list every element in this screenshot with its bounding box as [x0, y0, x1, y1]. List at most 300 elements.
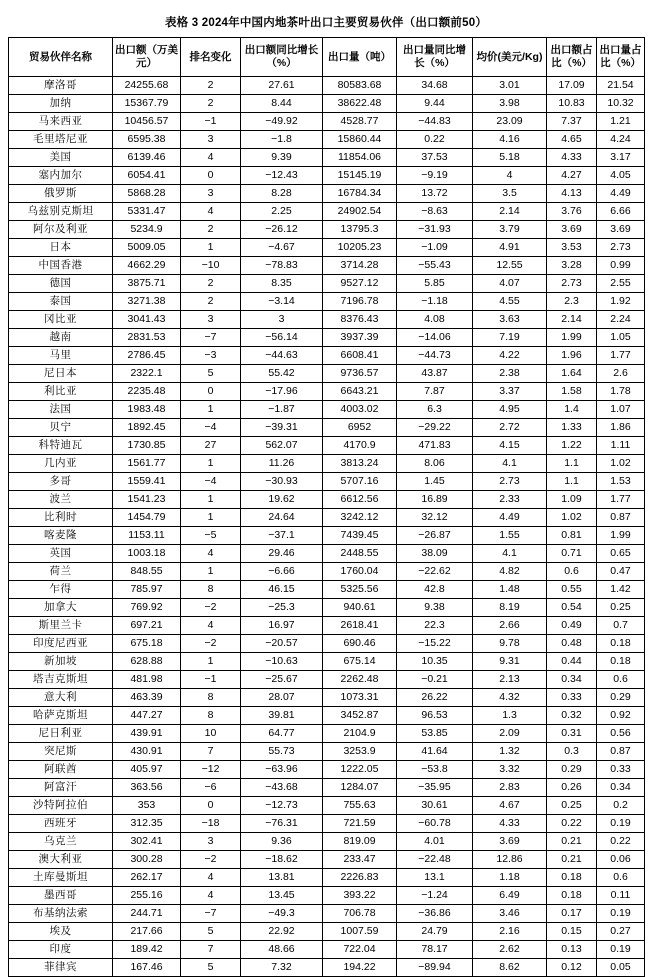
cell-partner-name: 乌克兰: [9, 833, 113, 851]
cell-volume-share: 0.34: [597, 779, 645, 797]
table-row: [9, 599, 645, 617]
cell-unit-price: 9.31: [473, 653, 547, 671]
cell-rank-change: 4: [181, 149, 241, 167]
cell-export-volume: 194.22: [323, 959, 397, 977]
cell-partner-name: 尼日利亚: [9, 725, 113, 743]
cell-rank-change: −4: [181, 473, 241, 491]
cell-export-value: 10456.57: [113, 113, 181, 131]
cell-export-value: 1892.45: [113, 419, 181, 437]
cell-value-share: 1.1: [547, 473, 597, 491]
cell-export-value: 430.91: [113, 743, 181, 761]
cell-unit-price: 6.49: [473, 887, 547, 905]
table-row: [9, 203, 645, 221]
cell-export-volume-growth: −36.86: [397, 905, 473, 923]
cell-partner-name: 新加坡: [9, 653, 113, 671]
table-row: [9, 851, 645, 869]
cell-volume-share: 1.77: [597, 347, 645, 365]
cell-export-volume: 1007.59: [323, 923, 397, 941]
table-row: [9, 221, 645, 239]
cell-export-volume: 16784.34: [323, 185, 397, 203]
cell-rank-change: 2: [181, 293, 241, 311]
cell-partner-name: 日本: [9, 239, 113, 257]
cell-value-share: 10.83: [547, 95, 597, 113]
cell-export-value: 5234.9: [113, 221, 181, 239]
cell-export-value-growth: 16.97: [241, 617, 323, 635]
cell-rank-change: −1: [181, 113, 241, 131]
cell-rank-change: −10: [181, 257, 241, 275]
cell-export-volume-growth: −60.78: [397, 815, 473, 833]
cell-unit-price: 2.13: [473, 671, 547, 689]
cell-value-share: 1.96: [547, 347, 597, 365]
cell-value-share: 3.28: [547, 257, 597, 275]
cell-export-value: 463.39: [113, 689, 181, 707]
cell-export-volume-growth: 4.01: [397, 833, 473, 851]
cell-export-value: 1730.85: [113, 437, 181, 455]
cell-export-volume-growth: 5.85: [397, 275, 473, 293]
cell-rank-change: 4: [181, 617, 241, 635]
cell-partner-name: 利比亚: [9, 383, 113, 401]
cell-export-volume: 7196.78: [323, 293, 397, 311]
table-row: [9, 725, 645, 743]
cell-export-volume-growth: 10.35: [397, 653, 473, 671]
cell-export-volume-growth: −14.06: [397, 329, 473, 347]
cell-value-share: 0.21: [547, 833, 597, 851]
cell-unit-price: 3.32: [473, 761, 547, 779]
cell-volume-share: 2.24: [597, 311, 645, 329]
table-row: [9, 257, 645, 275]
cell-volume-share: 0.33: [597, 761, 645, 779]
cell-export-volume-growth: 4.08: [397, 311, 473, 329]
cell-unit-price: 4.22: [473, 347, 547, 365]
cell-volume-share: 0.22: [597, 833, 645, 851]
cell-unit-price: 2.62: [473, 941, 547, 959]
cell-export-volume-growth: 42.8: [397, 581, 473, 599]
cell-export-volume: 233.47: [323, 851, 397, 869]
cell-value-share: 0.26: [547, 779, 597, 797]
cell-volume-share: 0.65: [597, 545, 645, 563]
cell-export-value: 439.91: [113, 725, 181, 743]
cell-export-volume-growth: 78.17: [397, 941, 473, 959]
cell-export-value-growth: 11.26: [241, 455, 323, 473]
cell-export-value-growth: 22.92: [241, 923, 323, 941]
cell-value-share: 0.49: [547, 617, 597, 635]
cell-volume-share: 4.24: [597, 131, 645, 149]
cell-export-value-growth: −26.12: [241, 221, 323, 239]
cell-value-share: 2.14: [547, 311, 597, 329]
cell-partner-name: 塔吉克斯坦: [9, 671, 113, 689]
cell-export-volume-growth: 26.22: [397, 689, 473, 707]
cell-unit-price: 2.33: [473, 491, 547, 509]
cell-export-value-growth: −25.3: [241, 599, 323, 617]
cell-export-value: 15367.79: [113, 95, 181, 113]
cell-value-share: 0.31: [547, 725, 597, 743]
cell-export-volume: 6612.56: [323, 491, 397, 509]
cell-export-value: 675.18: [113, 635, 181, 653]
cell-unit-price: 9.78: [473, 635, 547, 653]
cell-unit-price: 4.91: [473, 239, 547, 257]
cell-partner-name: 阿联酋: [9, 761, 113, 779]
cell-value-share: 0.3: [547, 743, 597, 761]
cell-partner-name: 沙特阿拉伯: [9, 797, 113, 815]
cell-rank-change: 3: [181, 131, 241, 149]
cell-export-value: 300.28: [113, 851, 181, 869]
cell-partner-name: 俄罗斯: [9, 185, 113, 203]
cell-partner-name: 喀麦隆: [9, 527, 113, 545]
cell-value-share: 0.18: [547, 869, 597, 887]
cell-rank-change: −1: [181, 671, 241, 689]
cell-export-volume-growth: 0.22: [397, 131, 473, 149]
cell-export-volume-growth: 8.06: [397, 455, 473, 473]
cell-rank-change: 1: [181, 509, 241, 527]
cell-unit-price: 4: [473, 167, 547, 185]
cell-volume-share: 1.53: [597, 473, 645, 491]
cell-value-share: 1.33: [547, 419, 597, 437]
table-row: [9, 743, 645, 761]
table-row: [9, 293, 645, 311]
cell-export-volume: 6608.41: [323, 347, 397, 365]
cell-value-share: 3.53: [547, 239, 597, 257]
cell-unit-price: 4.1: [473, 455, 547, 473]
cell-value-share: 0.21: [547, 851, 597, 869]
cell-export-volume-growth: 38.09: [397, 545, 473, 563]
cell-rank-change: 0: [181, 167, 241, 185]
cell-partner-name: 阿富汗: [9, 779, 113, 797]
column-header-partner-name: 贸易伙伴名称: [9, 38, 113, 77]
cell-export-volume: 1284.07: [323, 779, 397, 797]
cell-rank-change: −2: [181, 635, 241, 653]
cell-unit-price: 4.55: [473, 293, 547, 311]
cell-export-value: 4662.29: [113, 257, 181, 275]
cell-export-volume: 9736.57: [323, 365, 397, 383]
cell-export-volume-growth: −89.94: [397, 959, 473, 977]
cell-export-value-growth: 55.73: [241, 743, 323, 761]
table-row: [9, 491, 645, 509]
cell-export-volume: 15145.19: [323, 167, 397, 185]
cell-export-volume-growth: −31.93: [397, 221, 473, 239]
cell-export-value-growth: 8.28: [241, 185, 323, 203]
cell-unit-price: 8.19: [473, 599, 547, 617]
cell-export-value-growth: 24.64: [241, 509, 323, 527]
table-row: [9, 941, 645, 959]
cell-value-share: 0.55: [547, 581, 597, 599]
cell-unit-price: 23.09: [473, 113, 547, 131]
cell-export-value-growth: 2.25: [241, 203, 323, 221]
cell-rank-change: −2: [181, 599, 241, 617]
cell-rank-change: 5: [181, 959, 241, 977]
cell-export-volume-growth: 13.72: [397, 185, 473, 203]
cell-volume-share: 0.19: [597, 815, 645, 833]
cell-rank-change: 3: [181, 311, 241, 329]
cell-export-volume-growth: 7.87: [397, 383, 473, 401]
cell-export-value: 628.88: [113, 653, 181, 671]
cell-export-value-growth: −18.62: [241, 851, 323, 869]
cell-value-share: 4.33: [547, 149, 597, 167]
cell-export-volume-growth: −1.24: [397, 887, 473, 905]
cell-unit-price: 2.73: [473, 473, 547, 491]
cell-export-volume: 6643.21: [323, 383, 397, 401]
cell-volume-share: 1.99: [597, 527, 645, 545]
cell-partner-name: 哈萨克斯坦: [9, 707, 113, 725]
cell-partner-name: 加纳: [9, 95, 113, 113]
cell-unit-price: 4.1: [473, 545, 547, 563]
cell-export-volume-growth: 34.68: [397, 77, 473, 95]
cell-export-volume: 15860.44: [323, 131, 397, 149]
column-header-value-share: 出口额占比（%）: [547, 38, 597, 77]
cell-partner-name: 乍得: [9, 581, 113, 599]
cell-export-value: 363.56: [113, 779, 181, 797]
column-header-export-volume-growth: 出口量同比增长（%）: [397, 38, 473, 77]
cell-export-value-growth: −25.67: [241, 671, 323, 689]
cell-partner-name: 法国: [9, 401, 113, 419]
cell-value-share: 0.48: [547, 635, 597, 653]
cell-export-value: 2786.45: [113, 347, 181, 365]
cell-export-value: 255.16: [113, 887, 181, 905]
cell-export-volume-growth: 471.83: [397, 437, 473, 455]
cell-export-volume-growth: −15.22: [397, 635, 473, 653]
cell-rank-change: −7: [181, 329, 241, 347]
cell-rank-change: 4: [181, 545, 241, 563]
cell-unit-price: 7.19: [473, 329, 547, 347]
cell-partner-name: 马里: [9, 347, 113, 365]
cell-rank-change: 7: [181, 941, 241, 959]
column-header-export-value: 出口额（万美元）: [113, 38, 181, 77]
cell-export-value-growth: −43.68: [241, 779, 323, 797]
cell-export-volume-growth: −29.22: [397, 419, 473, 437]
cell-partner-name: 科特迪瓦: [9, 437, 113, 455]
cell-volume-share: 0.11: [597, 887, 645, 905]
cell-export-value-growth: −10.63: [241, 653, 323, 671]
cell-unit-price: 3.5: [473, 185, 547, 203]
cell-export-volume: 4170.9: [323, 437, 397, 455]
column-header-export-value-growth: 出口额同比增长（%）: [241, 38, 323, 77]
cell-export-volume: 2618.41: [323, 617, 397, 635]
cell-export-volume-growth: 41.64: [397, 743, 473, 761]
cell-export-volume: 722.04: [323, 941, 397, 959]
cell-volume-share: 1.86: [597, 419, 645, 437]
cell-rank-change: 2: [181, 95, 241, 113]
cell-volume-share: 1.21: [597, 113, 645, 131]
cell-export-value-growth: 28.07: [241, 689, 323, 707]
cell-volume-share: 3.17: [597, 149, 645, 167]
cell-export-volume: 3813.24: [323, 455, 397, 473]
cell-partner-name: 乌兹别克斯坦: [9, 203, 113, 221]
cell-export-volume-growth: −35.95: [397, 779, 473, 797]
cell-unit-price: 1.32: [473, 743, 547, 761]
cell-export-volume: 819.09: [323, 833, 397, 851]
cell-export-value-growth: −3.14: [241, 293, 323, 311]
cell-value-share: 1.1: [547, 455, 597, 473]
cell-export-value: 262.17: [113, 869, 181, 887]
column-header-rank-change: 排名变化: [181, 38, 241, 77]
cell-export-value: 5868.28: [113, 185, 181, 203]
cell-export-value-growth: 8.35: [241, 275, 323, 293]
cell-volume-share: 2.73: [597, 239, 645, 257]
cell-rank-change: 4: [181, 869, 241, 887]
cell-rank-change: 0: [181, 797, 241, 815]
cell-export-volume: 3452.87: [323, 707, 397, 725]
cell-export-volume: 721.59: [323, 815, 397, 833]
cell-unit-price: 1.55: [473, 527, 547, 545]
cell-export-value: 1541.23: [113, 491, 181, 509]
cell-value-share: 0.29: [547, 761, 597, 779]
table-header-row: [9, 38, 645, 77]
cell-partner-name: 几内亚: [9, 455, 113, 473]
cell-unit-price: 5.18: [473, 149, 547, 167]
cell-partner-name: 埃及: [9, 923, 113, 941]
table-title: 表格 3 2024年中国内地茶叶出口主要贸易伙伴（出口额前50）: [164, 17, 488, 29]
cell-unit-price: 4.32: [473, 689, 547, 707]
cell-export-value: 2322.1: [113, 365, 181, 383]
cell-export-value: 697.21: [113, 617, 181, 635]
cell-value-share: 0.15: [547, 923, 597, 941]
cell-rank-change: −3: [181, 347, 241, 365]
column-header-unit-price: 均价(美元/Kg): [473, 38, 547, 77]
cell-partner-name: 荷兰: [9, 563, 113, 581]
cell-export-volume: 8376.43: [323, 311, 397, 329]
cell-rank-change: −6: [181, 779, 241, 797]
table-row: [9, 365, 645, 383]
cell-rank-change: 27: [181, 437, 241, 455]
cell-export-volume: 675.14: [323, 653, 397, 671]
cell-rank-change: 3: [181, 185, 241, 203]
cell-export-volume-growth: 43.87: [397, 365, 473, 383]
cell-volume-share: 0.25: [597, 599, 645, 617]
table-row: [9, 887, 645, 905]
cell-export-value: 244.71: [113, 905, 181, 923]
cell-export-value-growth: 7.32: [241, 959, 323, 977]
cell-volume-share: 21.54: [597, 77, 645, 95]
cell-export-value: 3041.43: [113, 311, 181, 329]
cell-export-volume: 940.61: [323, 599, 397, 617]
cell-rank-change: 2: [181, 221, 241, 239]
cell-export-volume-growth: 24.79: [397, 923, 473, 941]
cell-export-value: 848.55: [113, 563, 181, 581]
cell-export-value-growth: 19.62: [241, 491, 323, 509]
cell-export-volume-growth: −1.18: [397, 293, 473, 311]
cell-export-volume: 1222.05: [323, 761, 397, 779]
cell-value-share: 1.64: [547, 365, 597, 383]
cell-partner-name: 印度尼西亚: [9, 635, 113, 653]
cell-export-value-growth: −30.93: [241, 473, 323, 491]
cell-export-value-growth: 8.44: [241, 95, 323, 113]
cell-volume-share: 0.19: [597, 905, 645, 923]
table-row: [9, 77, 645, 95]
cell-export-volume: 4528.77: [323, 113, 397, 131]
cell-export-volume: 13795.3: [323, 221, 397, 239]
cell-export-volume: 3937.39: [323, 329, 397, 347]
cell-export-value: 1561.77: [113, 455, 181, 473]
cell-export-volume: 690.46: [323, 635, 397, 653]
cell-volume-share: 0.87: [597, 509, 645, 527]
cell-export-value: 302.41: [113, 833, 181, 851]
cell-export-value: 3271.38: [113, 293, 181, 311]
cell-volume-share: 0.18: [597, 653, 645, 671]
cell-unit-price: 2.66: [473, 617, 547, 635]
table-row: [9, 419, 645, 437]
cell-export-value-growth: −76.31: [241, 815, 323, 833]
table-row: [9, 617, 645, 635]
cell-unit-price: 2.72: [473, 419, 547, 437]
cell-export-value-growth: −39.31: [241, 419, 323, 437]
cell-rank-change: 1: [181, 653, 241, 671]
cell-unit-price: 4.49: [473, 509, 547, 527]
trade-partners-table: [8, 37, 645, 977]
cell-export-value: 2831.53: [113, 329, 181, 347]
cell-export-volume: 7439.45: [323, 527, 397, 545]
cell-rank-change: −4: [181, 419, 241, 437]
cell-value-share: 0.25: [547, 797, 597, 815]
cell-export-value-growth: 64.77: [241, 725, 323, 743]
cell-export-value-growth: −44.63: [241, 347, 323, 365]
cell-unit-price: 3.46: [473, 905, 547, 923]
cell-export-value: 2235.48: [113, 383, 181, 401]
cell-volume-share: 4.05: [597, 167, 645, 185]
cell-rank-change: 2: [181, 275, 241, 293]
cell-partner-name: 中国香港: [9, 257, 113, 275]
table-row: [9, 347, 645, 365]
cell-volume-share: 1.11: [597, 437, 645, 455]
cell-export-volume-growth: 32.12: [397, 509, 473, 527]
cell-value-share: 0.6: [547, 563, 597, 581]
table-row: [9, 959, 645, 977]
cell-rank-change: −5: [181, 527, 241, 545]
table-row: [9, 563, 645, 581]
cell-value-share: 1.09: [547, 491, 597, 509]
cell-export-volume: 9527.12: [323, 275, 397, 293]
cell-partner-name: 塞内加尔: [9, 167, 113, 185]
cell-export-volume-growth: −44.83: [397, 113, 473, 131]
cell-export-value: 1003.18: [113, 545, 181, 563]
cell-export-volume: 10205.23: [323, 239, 397, 257]
cell-volume-share: 2.55: [597, 275, 645, 293]
cell-export-value-growth: −56.14: [241, 329, 323, 347]
cell-export-volume: 38622.48: [323, 95, 397, 113]
table-row: [9, 167, 645, 185]
cell-volume-share: 0.06: [597, 851, 645, 869]
cell-partner-name: 印度: [9, 941, 113, 959]
table-row: [9, 527, 645, 545]
cell-value-share: 0.13: [547, 941, 597, 959]
cell-unit-price: 2.14: [473, 203, 547, 221]
cell-export-value-growth: 29.46: [241, 545, 323, 563]
cell-partner-name: 波兰: [9, 491, 113, 509]
cell-export-value: 1983.48: [113, 401, 181, 419]
cell-export-value-growth: 9.36: [241, 833, 323, 851]
cell-export-value: 5331.47: [113, 203, 181, 221]
cell-export-value: 312.35: [113, 815, 181, 833]
cell-volume-share: 0.7: [597, 617, 645, 635]
cell-volume-share: 1.77: [597, 491, 645, 509]
table-row: [9, 113, 645, 131]
cell-partner-name: 冈比亚: [9, 311, 113, 329]
cell-volume-share: 3.69: [597, 221, 645, 239]
cell-value-share: 1.99: [547, 329, 597, 347]
cell-unit-price: 2.09: [473, 725, 547, 743]
cell-rank-change: 1: [181, 563, 241, 581]
cell-export-value: 405.97: [113, 761, 181, 779]
table-row: [9, 581, 645, 599]
table-row: [9, 869, 645, 887]
cell-export-volume-growth: −44.73: [397, 347, 473, 365]
cell-volume-share: 4.49: [597, 185, 645, 203]
table-row: [9, 95, 645, 113]
cell-partner-name: 西班牙: [9, 815, 113, 833]
cell-value-share: 4.65: [547, 131, 597, 149]
cell-unit-price: 4.15: [473, 437, 547, 455]
cell-export-volume-growth: −0.21: [397, 671, 473, 689]
table-row: [9, 149, 645, 167]
table-row: [9, 779, 645, 797]
